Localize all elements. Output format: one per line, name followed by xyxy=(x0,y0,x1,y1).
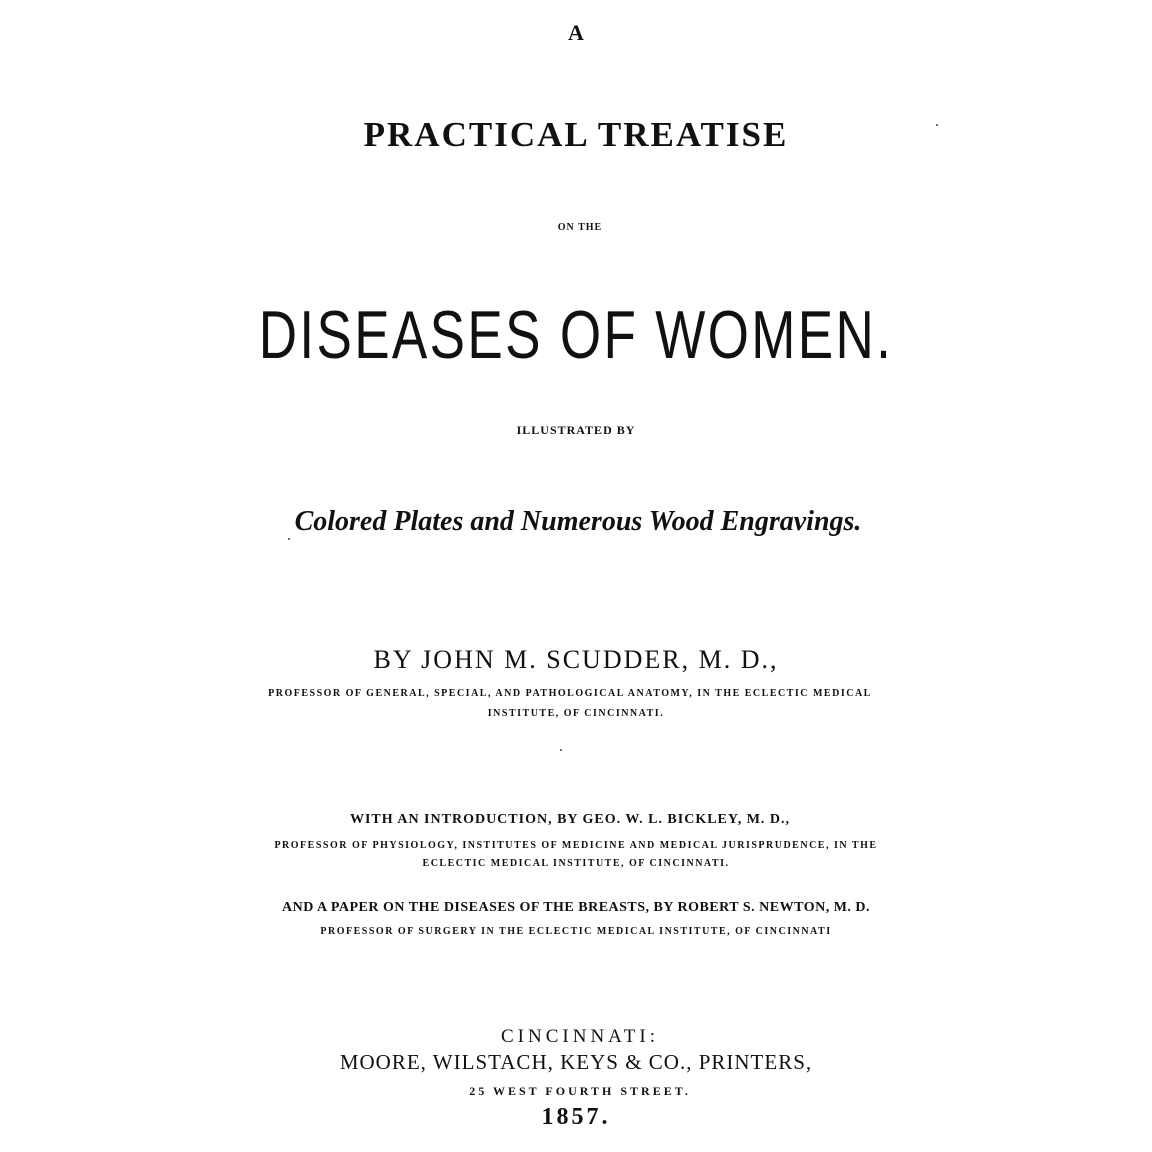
title-article: A xyxy=(568,20,584,45)
paper-line: AND A PAPER ON THE DISEASES OF THE BREASTS, BY ROBERT S. NEWTON, M. D. xyxy=(281,900,871,915)
illustrations-description: Colored Plates and Numerous Wood Engravings. xyxy=(294,506,862,537)
imprint-city: CINCINNATI: xyxy=(501,1026,659,1047)
author-line: BY JOHN M. SCUDDER, M. D., xyxy=(373,645,779,674)
imprint-address: 25 WEST FOURTH STREET. xyxy=(469,1084,691,1098)
imprint-publisher: MOORE, WILSTACH, KEYS & CO., PRINTERS, xyxy=(339,1050,813,1074)
author-affiliation-line-1: PROFESSOR OF GENERAL, SPECIAL, AND PATHOLOGICAL ANATOMY, IN THE ECLECTIC MEDICAL xyxy=(268,688,872,699)
paper-affiliation: PROFESSOR OF SURGERY IN THE ECLECTIC MEDICAL INSTITUTE, OF CINCINNATI xyxy=(320,926,832,937)
introduction-line: WITH AN INTRODUCTION, BY GEO. W. L. BICKLEY, M. D., xyxy=(349,812,791,827)
title-connector: ON THE xyxy=(557,222,603,233)
main-title: DISEASES OF WOMEN. xyxy=(258,297,894,373)
paper-speck xyxy=(936,124,938,126)
paper-speck xyxy=(288,538,290,540)
imprint-year: 1857. xyxy=(541,1104,611,1130)
introduction-affiliation-line-2: ECLECTIC MEDICAL INSTITUTE, OF CINCINNATI. xyxy=(422,858,730,869)
illustrated-by-label: ILLUSTRATED BY xyxy=(516,423,636,437)
author-affiliation-line-2: INSTITUTE, OF CINCINNATI. xyxy=(487,708,665,719)
title-subtitle: PRACTICAL TREATISE xyxy=(363,115,789,154)
paper-speck xyxy=(560,749,562,751)
introduction-affiliation-line-1: PROFESSOR OF PHYSIOLOGY, INSTITUTES OF MEDICINE AND MEDICAL JURISPRUDENCE, IN THE xyxy=(274,840,878,851)
